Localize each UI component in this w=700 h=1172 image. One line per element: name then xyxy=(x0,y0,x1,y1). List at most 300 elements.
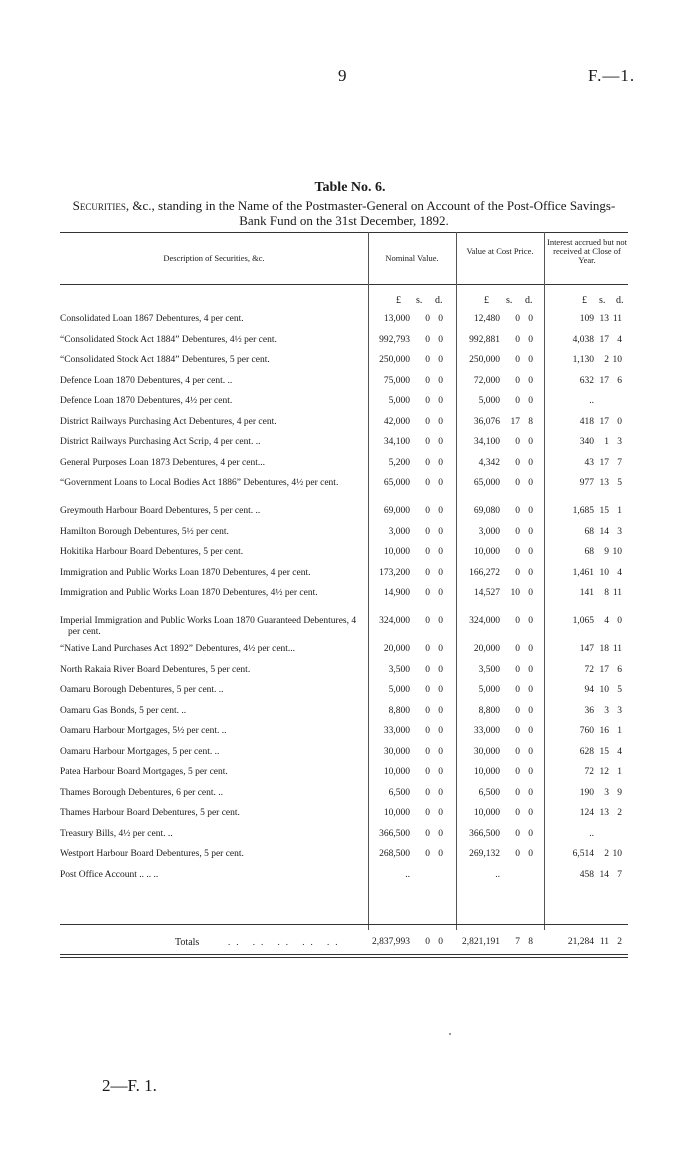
nom-shillings: 0 xyxy=(425,355,430,365)
int-shillings: 11 xyxy=(599,937,609,947)
cost-pounds: 3,500 xyxy=(478,664,500,675)
cost-pounds: .. xyxy=(495,869,500,880)
cost-pence: 0 xyxy=(528,808,533,818)
security-description: Oamaru Harbour Mortgages, 5½ per cent. .. xyxy=(60,726,227,736)
int-pence: 11 xyxy=(612,314,622,324)
nom-shillings: 0 xyxy=(425,416,430,427)
int-pence: 3 xyxy=(617,437,622,447)
security-description: Thames Harbour Board Debentures, 5 per cent. xyxy=(60,808,240,818)
cost-pence: 0 xyxy=(528,746,533,757)
table-row xyxy=(60,314,628,335)
int-pence: 10 xyxy=(612,849,622,859)
cost-pence: 0 xyxy=(528,726,533,736)
cost-pence: 0 xyxy=(528,616,533,626)
nom-pounds: 6,500 xyxy=(388,787,410,798)
table-row xyxy=(60,616,628,644)
nom-shillings: 0 xyxy=(425,937,430,947)
nom-pounds: 30,000 xyxy=(383,746,410,757)
table-row xyxy=(60,706,628,727)
nom-shillings: 0 xyxy=(425,314,430,324)
cost-shillings: 0 xyxy=(515,375,520,386)
cost-pounds: 14,527 xyxy=(473,588,500,598)
cost-pounds: 250,000 xyxy=(469,355,500,365)
int-pence: 3 xyxy=(617,526,622,537)
int-pounds: 21,284 xyxy=(567,937,594,947)
table-row xyxy=(60,665,628,686)
cost-pounds: 69,080 xyxy=(473,506,500,516)
cost-shillings: 0 xyxy=(515,334,520,345)
nom-shillings: 0 xyxy=(425,457,430,468)
nom-pounds: 5,200 xyxy=(388,457,410,468)
nom-pounds: 75,000 xyxy=(383,375,410,386)
int-pounds: .. xyxy=(589,828,594,839)
cost-pounds: 269,132 xyxy=(469,849,500,859)
nom-pence: 0 xyxy=(438,685,443,695)
int-pounds: 36 xyxy=(584,705,594,716)
security-description: Oamaru Borough Debentures, 5 per cent. .. xyxy=(60,685,224,695)
int-pounds: 1,065 xyxy=(572,616,594,626)
security-description: North Rakaia River Board Debentures, 5 per cent. xyxy=(60,664,251,675)
nom-pence: 0 xyxy=(438,314,443,324)
table-row xyxy=(60,568,628,589)
cost-shillings: 0 xyxy=(515,828,520,839)
cost-pence: 0 xyxy=(528,567,533,578)
int-pence: 4 xyxy=(617,746,622,757)
column-header-cost: Value at Cost Price. xyxy=(466,246,534,256)
unit-pounds: £ xyxy=(484,295,489,306)
table-row xyxy=(60,726,628,747)
nom-pence: 0 xyxy=(438,396,443,406)
cost-pounds: 65,000 xyxy=(473,478,500,488)
table-row xyxy=(60,547,628,568)
nom-pounds: 42,000 xyxy=(383,416,410,427)
cost-pence: 0 xyxy=(528,767,533,777)
unit-shillings: s. xyxy=(506,295,513,306)
security-description: Thames Borough Debentures, 6 per cent. .. xyxy=(60,787,224,798)
nom-pounds: 324,000 xyxy=(379,616,410,626)
nom-pounds: 8,800 xyxy=(388,705,410,716)
page-number: 9 xyxy=(338,66,347,85)
int-pence: 1 xyxy=(617,506,622,516)
unit-shillings: s. xyxy=(599,295,606,306)
security-description: Immigration and Public Works Loan 1870 Debentures, 4½ per cent. xyxy=(60,588,318,598)
table-row xyxy=(60,355,628,376)
cost-pence: 0 xyxy=(528,526,533,537)
cost-pounds: 10,000 xyxy=(473,808,500,818)
totals-label: Totals xyxy=(175,937,200,948)
nom-pounds: 173,200 xyxy=(379,567,410,578)
security-description: District Railways Purchasing Act Debentures, 4 per cent. xyxy=(60,416,277,427)
cost-pounds: 33,000 xyxy=(473,726,500,736)
nom-pounds: 2,837,993 xyxy=(372,937,410,947)
int-pence: 6 xyxy=(617,664,622,675)
column-header-description: Description of Securities, &c. xyxy=(163,253,265,263)
nom-pounds: 250,000 xyxy=(379,355,410,365)
nom-pence: 0 xyxy=(438,588,443,598)
cost-shillings: 0 xyxy=(515,767,520,777)
table-row xyxy=(60,478,628,506)
nom-shillings: 0 xyxy=(425,547,430,557)
int-pence: 7 xyxy=(617,869,622,880)
cost-shillings: 17 xyxy=(510,416,520,427)
table-row xyxy=(60,747,628,768)
int-shillings: 15 xyxy=(599,746,609,757)
nom-pounds: 13,000 xyxy=(383,314,410,324)
int-pence: 9 xyxy=(617,787,622,798)
int-pounds: 1,461 xyxy=(572,567,594,578)
int-pounds: 4,038 xyxy=(572,334,594,345)
security-description: Defence Loan 1870 Debentures, 4½ per cent. xyxy=(60,396,233,406)
cost-shillings: 0 xyxy=(515,705,520,716)
int-pence: 7 xyxy=(617,457,622,468)
nom-shillings: 0 xyxy=(425,767,430,777)
security-description: Oamaru Gas Bonds, 5 per cent. .. xyxy=(60,705,187,716)
nom-pence: 0 xyxy=(438,787,443,798)
nom-shillings: 0 xyxy=(425,644,430,654)
security-description: Treasury Bills, 4½ per cent. .. xyxy=(60,828,173,839)
security-description: Westport Harbour Board Debentures, 5 per cent. xyxy=(60,849,244,859)
int-shillings: 17 xyxy=(599,416,609,427)
cost-shillings: 0 xyxy=(515,685,520,695)
int-pence: 6 xyxy=(617,375,622,386)
nom-pounds: 3,000 xyxy=(388,526,410,537)
nom-pounds: 10,000 xyxy=(383,767,410,777)
int-pence: 0 xyxy=(617,616,622,626)
int-shillings: 17 xyxy=(599,334,609,345)
cost-pounds: 10,000 xyxy=(473,547,500,557)
column-header-nominal: Nominal Value. xyxy=(385,253,439,263)
nom-pence: 0 xyxy=(438,616,443,626)
nom-shillings: 0 xyxy=(425,828,430,839)
cost-shillings: 0 xyxy=(515,396,520,406)
nom-pence: 0 xyxy=(438,828,443,839)
table-row xyxy=(60,685,628,706)
security-description: Patea Harbour Board Mortgages, 5 per cent. xyxy=(60,767,228,777)
unit-pence: d. xyxy=(616,295,624,306)
cost-shillings: 0 xyxy=(515,526,520,537)
int-shillings: 12 xyxy=(599,767,609,777)
table-row xyxy=(60,335,628,356)
security-description: Imperial Immigration and Public Works Loan 1870 Guaranteed Debentures, 4 per cent. xyxy=(60,616,357,637)
nom-pence: 0 xyxy=(438,808,443,818)
int-shillings: 14 xyxy=(599,869,609,880)
nom-pence: 0 xyxy=(438,526,443,537)
cost-pence: 0 xyxy=(528,849,533,859)
int-pence: 5 xyxy=(617,685,622,695)
nom-pounds: 69,000 xyxy=(383,506,410,516)
int-pounds: 6,514 xyxy=(572,849,594,859)
cost-pounds: 324,000 xyxy=(469,616,500,626)
cost-shillings: 0 xyxy=(515,787,520,798)
unit-pence: d. xyxy=(525,295,533,306)
nom-shillings: 0 xyxy=(425,567,430,578)
int-pounds: 628 xyxy=(579,746,594,757)
totals-rule xyxy=(60,924,628,925)
nom-pounds: 10,000 xyxy=(383,547,410,557)
nom-shillings: 0 xyxy=(425,375,430,386)
cost-pounds: 166,272 xyxy=(469,567,500,578)
unit-pounds: £ xyxy=(396,295,401,306)
cost-pence: 0 xyxy=(528,506,533,516)
security-description: Defence Loan 1870 Debentures, 4 per cent. .. xyxy=(60,375,233,386)
nom-pounds: 14,900 xyxy=(383,588,410,598)
int-pounds: 68 xyxy=(584,526,594,537)
int-shillings: 15 xyxy=(599,506,609,516)
nom-pence: 0 xyxy=(438,416,443,427)
nom-pounds: 992,793 xyxy=(379,334,410,345)
int-shillings: 4 xyxy=(604,616,609,626)
nom-pence: 0 xyxy=(438,478,443,488)
nom-pence: 0 xyxy=(438,547,443,557)
int-shillings: 16 xyxy=(599,726,609,736)
int-pence: 10 xyxy=(612,547,622,557)
cost-pence: 0 xyxy=(528,457,533,468)
document-code: F.—1. xyxy=(588,66,636,85)
table-row xyxy=(60,417,628,438)
int-shillings: 13 xyxy=(599,314,609,324)
security-description: Greymouth Harbour Board Debentures, 5 per cent. .. xyxy=(60,506,261,516)
int-shillings: 3 xyxy=(604,787,609,798)
int-pounds: 141 xyxy=(579,588,594,598)
nom-shillings: 0 xyxy=(425,849,430,859)
table-row xyxy=(60,506,628,527)
nom-shillings: 0 xyxy=(425,787,430,798)
cost-shillings: 10 xyxy=(510,588,520,598)
cost-pence: 0 xyxy=(528,375,533,386)
cost-shillings: 0 xyxy=(515,547,520,557)
cost-pounds: 5,000 xyxy=(478,396,500,406)
caption-lead: Securities xyxy=(72,198,126,213)
cost-shillings: 0 xyxy=(515,664,520,675)
table-title: Table No. 6. xyxy=(314,180,386,195)
nom-pounds: 268,500 xyxy=(379,849,410,859)
table-row xyxy=(60,644,628,665)
nom-pence: 0 xyxy=(438,849,443,859)
int-pence: 0 xyxy=(617,416,622,427)
int-shillings: 13 xyxy=(599,808,609,818)
int-pounds: 632 xyxy=(579,375,594,386)
nom-pounds: 33,000 xyxy=(383,726,410,736)
cost-shillings: 0 xyxy=(515,314,520,324)
table-row xyxy=(60,458,628,479)
nom-shillings: 0 xyxy=(425,437,430,447)
nom-pence: 0 xyxy=(438,767,443,777)
nom-pence: 0 xyxy=(438,334,443,345)
nom-shillings: 0 xyxy=(425,685,430,695)
nom-pence: 0 xyxy=(438,705,443,716)
table-bottom-rule xyxy=(60,954,628,958)
cost-shillings: 0 xyxy=(515,457,520,468)
int-pounds: 147 xyxy=(579,644,594,654)
int-pence: 4 xyxy=(617,334,622,345)
nom-shillings: 0 xyxy=(425,526,430,537)
cost-pounds: 20,000 xyxy=(473,644,500,654)
nom-shillings: 0 xyxy=(425,396,430,406)
cost-pence: 0 xyxy=(528,588,533,598)
nom-shillings: 0 xyxy=(425,506,430,516)
int-pounds: 190 xyxy=(579,787,594,798)
cost-pounds: 2,821,191 xyxy=(462,937,500,947)
int-pounds: 72 xyxy=(584,664,594,675)
int-pence: 2 xyxy=(617,937,622,947)
nom-pence: 0 xyxy=(438,375,443,386)
int-shillings: 2 xyxy=(604,355,609,365)
cost-pence: 0 xyxy=(528,685,533,695)
nom-pence: 0 xyxy=(438,457,443,468)
nom-shillings: 0 xyxy=(425,616,430,626)
cost-pence: 0 xyxy=(528,705,533,716)
security-description: “Native Land Purchases Act 1892” Debentures, 4½ per cent... xyxy=(60,644,296,654)
int-shillings: 9 xyxy=(604,547,609,557)
int-shillings: 10 xyxy=(599,567,609,578)
nom-pounds: 3,500 xyxy=(388,664,410,675)
security-description: Immigration and Public Works Loan 1870 Debentures, 4 per cent. xyxy=(60,567,311,578)
int-pounds: 72 xyxy=(584,767,594,777)
cost-pence: 0 xyxy=(528,478,533,488)
cost-shillings: 0 xyxy=(515,506,520,516)
nom-shillings: 0 xyxy=(425,478,430,488)
security-description: District Railways Purchasing Act Scrip, 4 per cent. .. xyxy=(60,437,261,447)
int-pounds: 458 xyxy=(579,869,594,880)
cost-pence: 0 xyxy=(528,664,533,675)
nom-pence: 0 xyxy=(438,506,443,516)
cost-pence: 0 xyxy=(528,787,533,798)
unit-pence: d. xyxy=(435,295,443,306)
security-description: Hamilton Borough Debentures, 5½ per cent. xyxy=(60,526,229,537)
cost-shillings: 0 xyxy=(515,567,520,578)
int-pence: 4 xyxy=(617,567,622,578)
header-bottom-rule xyxy=(60,284,628,285)
int-shillings: 8 xyxy=(604,588,609,598)
int-pence: 11 xyxy=(612,588,622,598)
int-shillings: 13 xyxy=(599,478,609,488)
table-row xyxy=(60,588,628,616)
int-shillings: 17 xyxy=(599,664,609,675)
cost-pounds: 30,000 xyxy=(473,746,500,757)
security-description: Consolidated Loan 1867 Debentures, 4 per cent. xyxy=(60,314,244,324)
table-row xyxy=(60,527,628,548)
security-description: “Government Loans to Local Bodies Act 1886” Debentures, 4½ per cent. xyxy=(60,478,339,488)
unit-pounds: £ xyxy=(582,295,587,306)
nom-pounds: .. xyxy=(405,869,410,880)
int-pounds: 340 xyxy=(579,437,594,447)
table-row xyxy=(60,376,628,397)
cost-shillings: 0 xyxy=(515,616,520,626)
cost-pounds: 366,500 xyxy=(469,828,500,839)
table-top-rule xyxy=(60,232,628,233)
security-description: Hokitika Harbour Board Debentures, 5 per cent. xyxy=(60,547,244,557)
cost-shillings: 0 xyxy=(515,644,520,654)
int-pounds: 1,130 xyxy=(572,355,594,365)
cost-pounds: 34,100 xyxy=(473,437,500,447)
cost-shillings: 0 xyxy=(515,437,520,447)
security-description: “Consolidated Stock Act 1884” Debentures, 5 per cent. xyxy=(60,355,270,365)
int-pence: 5 xyxy=(617,478,622,488)
cost-pounds: 5,000 xyxy=(478,685,500,695)
caption-rest: , &c., standing in the Name of the Postmaster-General on Account of the Post-Office Savings-Bank Fund on the 31st December, 1892. xyxy=(125,198,616,228)
nom-pounds: 10,000 xyxy=(383,808,410,818)
cost-pounds: 12,480 xyxy=(473,314,500,324)
nom-pence: 0 xyxy=(438,726,443,736)
nom-pence: 0 xyxy=(438,664,443,675)
cost-shillings: 0 xyxy=(515,355,520,365)
table-row xyxy=(60,829,628,850)
cost-pence: 8 xyxy=(528,416,533,427)
nom-shillings: 0 xyxy=(425,664,430,675)
int-pence: 11 xyxy=(612,644,622,654)
int-pence: 3 xyxy=(617,705,622,716)
security-description: “Consolidated Stock Act 1884” Debentures, 4½ per cent. xyxy=(60,334,277,345)
cost-pence: 0 xyxy=(528,334,533,345)
cost-shillings: 0 xyxy=(515,478,520,488)
table-row xyxy=(60,808,628,829)
int-pounds: 109 xyxy=(579,314,594,324)
cost-pence: 0 xyxy=(528,547,533,557)
cost-shillings: 0 xyxy=(515,808,520,818)
nom-pounds: 65,000 xyxy=(383,478,410,488)
nom-shillings: 0 xyxy=(425,705,430,716)
table-row xyxy=(60,437,628,458)
cost-shillings: 7 xyxy=(515,937,520,947)
int-pence: 10 xyxy=(612,355,622,365)
int-pounds: 1,685 xyxy=(572,506,594,516)
column-header-interest: Interest accrued but not received at Close of Year. xyxy=(546,237,627,265)
totals-leader-dots: .. .. .. .. .. xyxy=(228,937,344,947)
cost-pence: 0 xyxy=(528,644,533,654)
int-shillings: 2 xyxy=(604,849,609,859)
int-shillings: 17 xyxy=(599,375,609,386)
table-body xyxy=(60,314,628,890)
cost-pounds: 10,000 xyxy=(473,767,500,777)
cost-pence: 0 xyxy=(528,396,533,406)
int-pounds: 68 xyxy=(584,547,594,557)
cost-pence: 0 xyxy=(528,314,533,324)
table-row xyxy=(60,849,628,870)
nom-shillings: 0 xyxy=(425,746,430,757)
table-row xyxy=(60,870,628,891)
cost-shillings: 0 xyxy=(515,726,520,736)
cost-pence: 0 xyxy=(528,828,533,839)
nom-shillings: 0 xyxy=(425,726,430,736)
int-shillings: 1 xyxy=(604,437,609,447)
footer-code: 2—F. 1. xyxy=(102,1076,157,1095)
nom-pence: 0 xyxy=(438,644,443,654)
int-shillings: 10 xyxy=(599,685,609,695)
cost-pence: 8 xyxy=(528,937,533,947)
int-shillings: 14 xyxy=(599,526,609,537)
nom-pounds: 366,500 xyxy=(379,828,410,839)
nom-pence: 0 xyxy=(438,355,443,365)
nom-pence: 0 xyxy=(438,937,443,947)
table-row xyxy=(60,396,628,417)
security-description: Oamaru Harbour Mortgages, 5 per cent. .. xyxy=(60,746,220,757)
cost-shillings: 0 xyxy=(515,746,520,757)
cost-pence: 0 xyxy=(528,355,533,365)
table-row xyxy=(60,788,628,809)
unit-shillings: s. xyxy=(416,295,423,306)
nom-pounds: 34,100 xyxy=(383,437,410,447)
int-pounds: 124 xyxy=(579,808,594,818)
int-pounds: 94 xyxy=(584,685,594,695)
security-description: General Purposes Loan 1873 Debentures, 4 per cent... xyxy=(60,457,265,468)
cost-pence: 0 xyxy=(528,437,533,447)
cost-pounds: 992,881 xyxy=(469,334,500,345)
table-caption xyxy=(60,198,628,228)
nom-pence: 0 xyxy=(438,746,443,757)
cost-pounds: 3,000 xyxy=(478,526,500,537)
nom-pence: 0 xyxy=(438,437,443,447)
int-pounds: 418 xyxy=(579,416,594,427)
